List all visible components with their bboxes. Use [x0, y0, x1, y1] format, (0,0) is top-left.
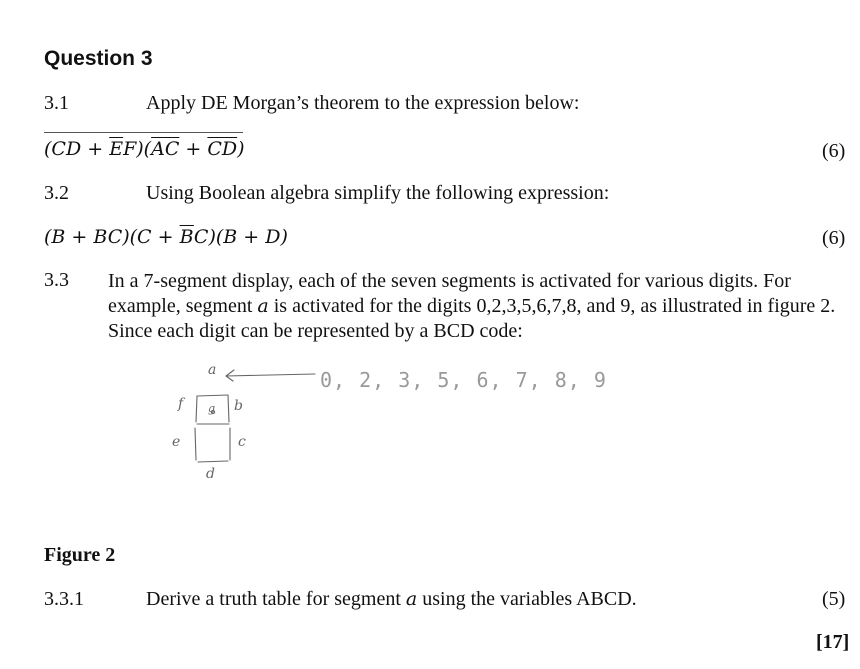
segment-a-line — [197, 395, 228, 396]
expr-part: (B + BC)(C + — [44, 226, 180, 248]
q31-text: Apply DE Morgan’s theorem to the expression below: — [146, 92, 580, 114]
label-e: e — [172, 434, 181, 450]
expr-mid: )( — [136, 138, 152, 160]
figure-caption: Figure 2 — [44, 544, 116, 566]
q331-marks: (5) — [822, 588, 846, 610]
label-c: c — [238, 434, 246, 450]
segment-b-line — [228, 395, 229, 422]
label-a: a — [208, 362, 217, 378]
question-title: Question 3 — [44, 47, 153, 70]
q32-number: 3.2 — [44, 182, 69, 204]
expr-open: ( — [44, 138, 52, 160]
q331-text — [146, 588, 637, 611]
figure-2 — [160, 362, 607, 492]
q31-answer-line — [44, 132, 243, 133]
q32-text: Using Boolean algebra simplify the following expression: — [146, 182, 610, 204]
segment-a-label: a — [405, 588, 418, 610]
label-b: b — [234, 398, 243, 414]
arrow-line — [226, 374, 315, 376]
q33-text-before: In a 7-segment display, each of the seven segments is activated for various digits. For example, segment — [108, 270, 791, 317]
q33-paragraph — [108, 269, 860, 344]
total-marks: [17] — [816, 631, 850, 653]
q31-number: 3.1 — [44, 92, 69, 114]
segment-e-line — [195, 428, 196, 460]
q31-marks: (6) — [822, 140, 846, 162]
expr-part: C)(B + D) — [193, 226, 288, 248]
q33-number: 3.3 — [44, 269, 69, 291]
q331-text-after: using the variables ABCD. — [417, 588, 637, 610]
segment-a-label: a — [257, 295, 269, 317]
expr-b-bar: $\overline{B}$ — [179, 226, 194, 248]
expr-plus: + — [179, 138, 208, 160]
expr-ac-bar: $\overline{AC}$ — [151, 138, 180, 160]
q32-expression — [44, 226, 288, 248]
expr-plus: + — [81, 138, 110, 160]
q331-text-before: Derive a truth table for segment — [146, 588, 406, 610]
segment-d-line — [198, 461, 228, 462]
label-f: f — [178, 396, 184, 412]
label-d: d — [206, 466, 215, 482]
expr-f: F — [123, 138, 137, 160]
q31-expression — [44, 138, 245, 160]
digit-list: 0, 2, 3, 5, 6, 7, 8, 9 — [320, 368, 607, 392]
q33-text-after: is activated for the digits 0,2,3,5,6,7,8, and 9, as illustrated in figure 2. Since each digit can be represented by a BCD code: — [108, 295, 836, 342]
q32-marks: (6) — [822, 227, 846, 249]
expr-e-bar: $\overline{E}$ — [109, 138, 124, 160]
expr-cd-bar: $\overline{CD}$ — [207, 138, 238, 160]
expr-close: ) — [237, 138, 245, 160]
q331-number: 3.3.1 — [44, 588, 84, 610]
label-g: g — [208, 402, 216, 415]
segment-f-line — [196, 396, 197, 422]
expr-term-cd: CD — [51, 138, 82, 160]
